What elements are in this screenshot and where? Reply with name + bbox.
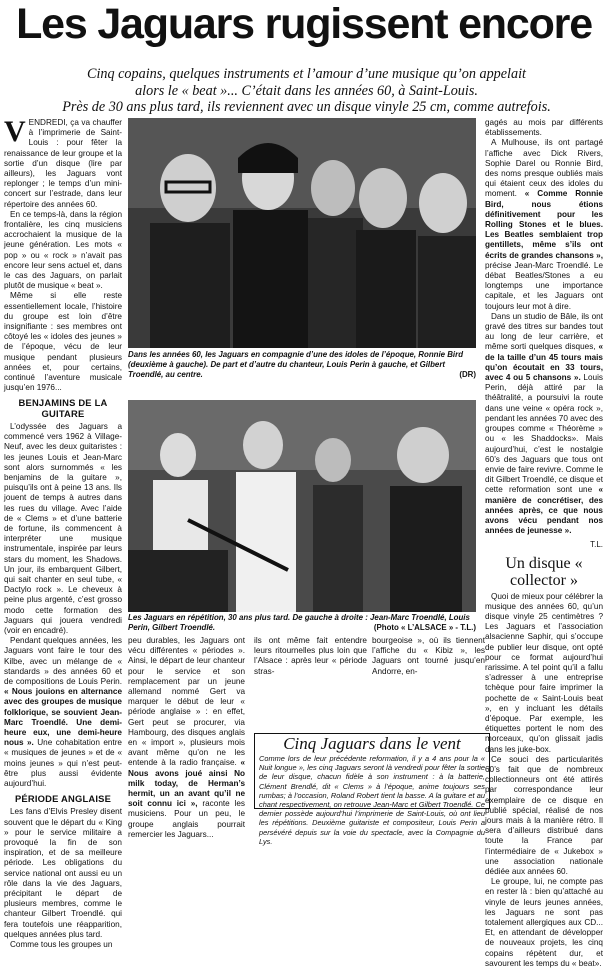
- drop-cap: V: [4, 115, 26, 148]
- photo-2-caption: [128, 613, 476, 633]
- text: Une cohabitation entre « musiques de jeunes » et de « moins jeunes » qui n’est peut-être plus aussi évidente aujourd’hui.: [4, 738, 122, 788]
- paragraph: Quoi de mieux pour célébrer la musique des années 60, qu’un disque vinyle 25 centimètres ? Les Jaguars et l’association alsacienne Saphir, qui s’occupe de publier leur disque, ont opté pour ce format aujourd’hui rarissime. A tel point qu’il a fallu s’adresser à une entreprise tchèque pour faire imprimer la pochette de « Saint-Louis beat », en y incluant les détails d’époque. Par exemple, les étiquettes portent le nom des morceaux, qu’on glissait jadis dans les juke-box.: [485, 591, 603, 754]
- photo-credit: (DR): [459, 370, 476, 379]
- paragraph: L’odyssée des Jaguars a commencé vers 1962 à Village-Neuf, avec les deux guitaristes : les jeunes Louis et Jean-Marc sont alors surnommés « les benjamins de la guitare », puisqu’ils ont à peine 13 ans. Ils jouent de temps à autres dans les rues du village. Avec l’aide de « Clems » et d’une batterie de fortune, ils commencent à interpréter une musique instrumentale, inspirée par leurs stars du moment, les Shadows. Un jour, ils embarquent Gilbert, qui sait chanter en seul tube, « Dactylo rock ». Le cheveux à peine plus argenté, c’est grosso modo cette formation des Jaguars qui jouera vendredi (voir en encadré).: [4, 421, 122, 635]
- subhead-disque-collector: Un disque « collector »: [505, 554, 583, 589]
- quote-bold: « Comme Ronnie Bird, nous étions définitivement pour les Rolling Stones et le blues. Les Beatles semblaient trop gentillets, même s’ils ont écrits de grandes chansons »,: [485, 189, 603, 260]
- box-text: Comme lors de leur précédente reformation, il y a 4 ans pour la « Nuit longue », les cinq Jaguars seront là vendredi pour fêter la sortie de leur disque, chacun fidèle à son instrument : à la batterie, Clément Brendlé, dit « Clems » à l’époque, anime toujours ses rumbas; à l’occasion, Roland Robert tient la basse. A la guitare et au chant respectivement, on retrouve Jean-Marc et Gilbert Troendlé. Ce dernier possède aujourd’hui l’imprimerie de Saint-Louis, où ont lieu les répétitions. Deuxième guitariste et compositeur, Louis Perin a persévéré depuis sur la voie du spectacle, avec la Compagnie du Lys.: [259, 754, 485, 846]
- quote-bold: « Nous jouions en alternance avec des groupes de musique folklorique, se souvient Jean-Marc Troendlé. Une demi-heure eux, une demi-heure nous ».: [4, 687, 122, 748]
- standfirst-line-2: alors le « beat »... C’était dans les années 60, à Saint-Louis.: [135, 82, 478, 99]
- text: raconte les musiciens. Pour un peu, le groupe anglais pourrait remercier les Jaguars...: [128, 799, 246, 839]
- photo-1-caption: [128, 350, 476, 380]
- article-column-1: [4, 115, 122, 950]
- photo-sixties-group: [128, 118, 476, 348]
- box-title: Cinq Jaguars dans le vent: [283, 734, 461, 753]
- quote-bold: « manière de concrétiser, des années après, ce que nous avons vécu pendant nos années de jeunesse ».: [485, 485, 603, 536]
- photo-illustration: [128, 400, 476, 612]
- paragraph: Comme tous les groupes un: [10, 940, 113, 950]
- subhead-benjamins: BENJAMINS DE LA GUITARE: [18, 397, 108, 419]
- text: précise Jean-Marc Troendlé. Le débat Beatles/Stones a eu longtemps une importance capitale, et les Jaguars ont toujours leur mot à dire.: [485, 260, 603, 311]
- quote-bold: « Nous avons joué ainsi No milk today, de Herman’s hermit, un an avant qu’il ne soit connu ici »,: [128, 758, 245, 809]
- paragraph: [485, 138, 603, 311]
- standfirst-line-3: Près de 30 ans plus tard, ils reviennent avec un disque vinyle 25 cm, comme autrefois.: [62, 99, 551, 115]
- photo-rehearsal: [128, 400, 476, 612]
- paragraph: Les fans d’Elvis Presley disent souvent que le départ du « King » pour le service militaire a provoqué la fin de son inspiration, et de sa meilleure période. Les obligations du service national ont aussi eu un rôle dans la vie des Jaguars, précipitant le départ de plusieurs membres, comme le chanteur Gilbert Troendlé. qui fera toutefois une réapparition, quelques années plus tard.: [4, 807, 122, 939]
- headline: Les Jaguars rugissent encore: [16, 0, 592, 48]
- caption-text: Les Jaguars en répétition, 30 ans plus tard. De gauche à droite : Jean-Marc Troendlé, Louis Perin, Gilbert Troendlé.: [128, 613, 470, 632]
- standfirst-line-1: Cinq copains, quelques instruments et l’amour d’une musique qu’on appelait: [87, 66, 526, 82]
- paragraph: ils ont même fait entendre leurs ritournelles plus loin que l’Alsace : après leur « période stras-: [254, 636, 367, 676]
- text: Dans un studio de Bâle, ils ont gravé des titres sur bandes tout au long de leur carrière, et même sorti quelques disques,: [485, 311, 603, 352]
- lead-paragraph: [4, 115, 122, 210]
- photo-credit: (Photo « L’ALSACE » - T.L.): [373, 623, 476, 632]
- paragraph: bourgeoise », où ils tiennent l’affiche du « Kibiz », les Jaguars ont tourné jusqu’en Andorre, en-: [372, 636, 485, 676]
- paragraph: En ce temps-là, dans la région frontalière, les cinq musiciens accrochaient la musique de la jeune génération. Les mots « pop » ou « rock » n’avait pas encore leur sens actuel et, dans le cas des Jaguars, on parlait plutôt de musique « beat ».: [4, 209, 122, 291]
- paragraph: Ce souci des particularités 60’s fait que de nombreux collectionneurs ont été attirés par correspondance leur exemplaire de ce disque en publié spécial, réalisé de nos jours mais à la manière rétro. Il sera d’ailleurs distribué dans toute la France par l’intermédiaire de « Jukebox » une association nationale dédiée aux années 60.: [485, 754, 603, 877]
- article-column-2: [128, 636, 246, 839]
- subhead-periode-anglaise: PÉRIODE ANGLAISE: [14, 793, 112, 805]
- standfirst: [24, 66, 589, 116]
- paragraph: [485, 312, 603, 536]
- quote-bold: « de la taille d’un 45 tours mais qu’on écoutait en 33 tours, avec 4 ou 5 chansons ».: [485, 342, 603, 383]
- caption-text: Dans les années 60, les Jaguars en compagnie d’une des idoles de l’époque, Ronnie Bird (deuxième à gauche). De part et d’autre du chanteur, Louis Perin à gauche, et Gilbert Troendlé, au centre.: [128, 350, 464, 379]
- photo-illustration: [128, 118, 476, 348]
- lead-text: ENDREDI, ça va chauffer à l’imprimerie de Saint-Louis : pour fêter la renaissance de leur groupe et la sortie d’un disque (lire par ailleurs), les Jaguars vont replonger ; le temps d’un mini-concert sur l’estrade, dans leur répertoire des années 60.: [4, 118, 122, 209]
- text: peu durables, les Jaguars ont vécu différentes « périodes ». Ainsi, le départ de leur chanteur pour le service et son remplacement par un jeune allemand nommé Gert va marquer le début de leur « période anglaise » : en effet, Gert peut se procurer, via Hambourg, des disques anglais en « import », plusieurs mois avant même qu’on ne les entende à la radio française.: [128, 636, 245, 768]
- author-signature: T.L.: [590, 540, 603, 550]
- text: A Mulhouse, ils ont partagé l’affiche avec Dick Rivers, Sophie Darel ou Ronnie Bird, des noms presque oubliés mais qui étaient ceux des idoles du moment.: [485, 138, 603, 199]
- article-column-3: [254, 636, 367, 676]
- paragraph: gagés au mois par différents établissements.: [485, 118, 603, 138]
- paragraph: Même si elle reste essentiellement locale, l’histoire du groupe est loin d’être insignifiante : ses membres ont côtoyé les « idoles des jeunes » de l’époque, vécu de leur musique pendant plusieurs années et, pour certains, continué l’aventure musicale jusqu’en 1976...: [4, 291, 122, 393]
- boxed-insert: [254, 733, 490, 846]
- paragraph: Le groupe, lui, ne compte pas en rester là : bien qu’attaché au vinyle de leurs jeunes années, les Jaguars ne sont pas totalement allergiques aux CD... Et, en attendant de développer de nouveaux projets, les cinq copains répètent dur, et savourent les temps du « beat».: [485, 877, 603, 968]
- text: Louis Perin, déjà attiré par la théâtralité, a poursuivi la route dans une veine « opéra rock », pendant les années 70 avec des groupes comme « Théorème » ou « les Shaddocks». Mais aujourd’hui, c’est le nostalgie 60’s des Jaguars que tous ont envie de faire revivre. Comme le dit Gilbert Troendlé, ce disque et cette reformation sont une: [485, 373, 603, 495]
- paragraph: [128, 636, 245, 840]
- paragraph: [4, 636, 122, 789]
- article-column-4: [372, 636, 485, 676]
- text: Pendant quelques années, les Jaguars vont faire le tour des Kilbe, avec un mélange de « standards » des années 60 et de compositions de Louis Perin.: [4, 636, 122, 686]
- article-column-5: [485, 118, 603, 968]
